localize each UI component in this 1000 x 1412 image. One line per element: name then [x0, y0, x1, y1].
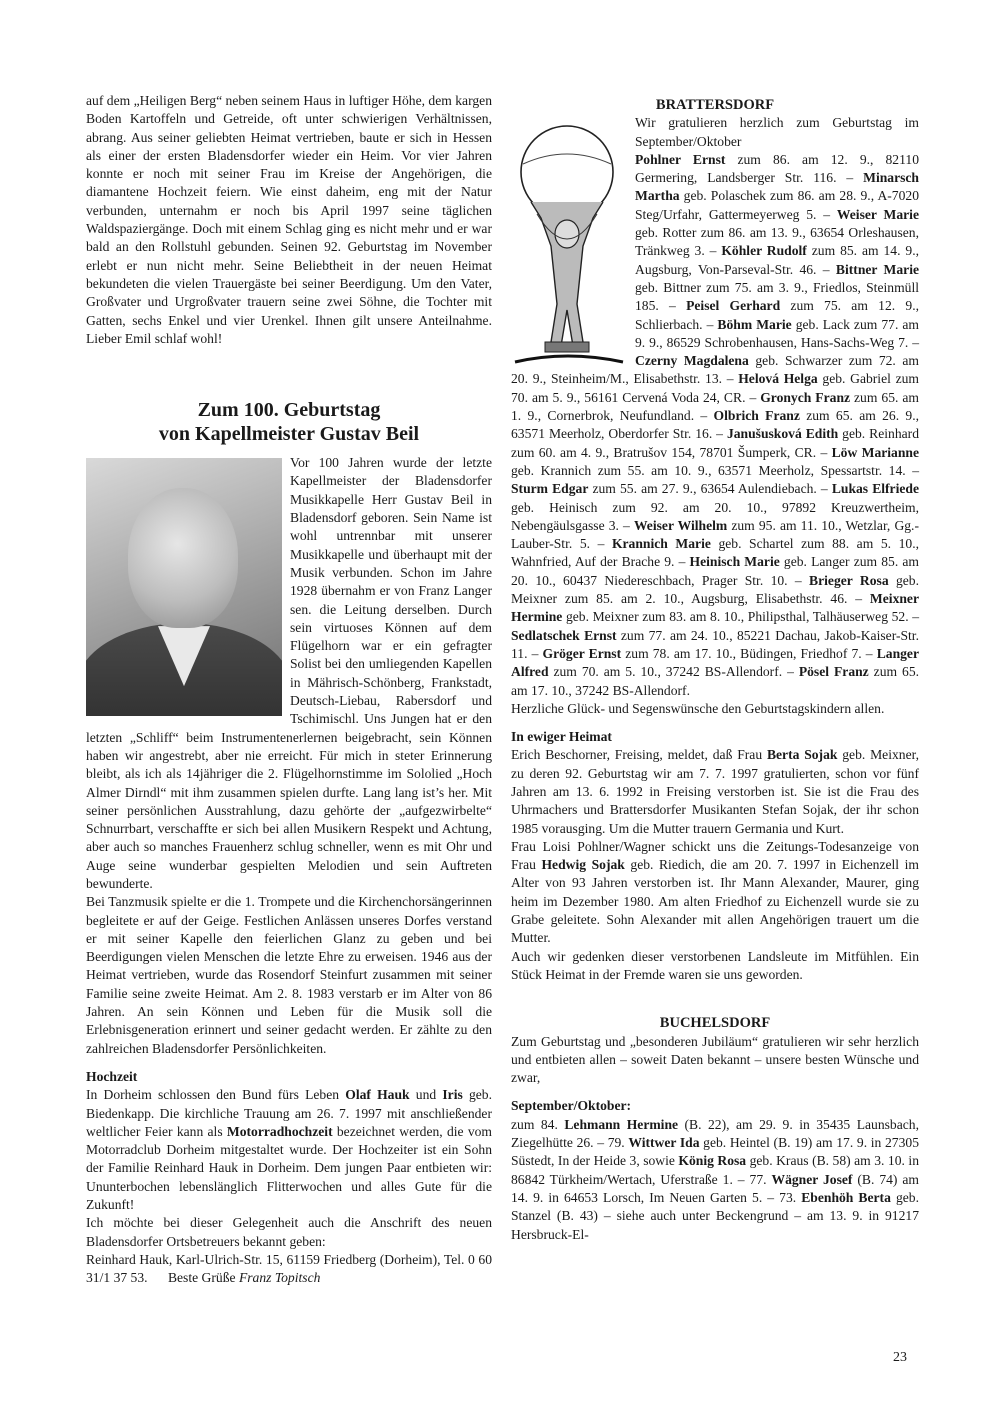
article-headline	[86, 398, 492, 446]
entry-name: Wittwer Ida	[628, 1135, 700, 1151]
entry-name: Köhler Rudolf	[721, 243, 807, 259]
entry-details: geb. Polaschek zum 86. am 28. 9., A-7020 Steg/Urfahr, Gattermeyerweg 5. –	[635, 188, 919, 222]
entry-details: zum 86. am 12. 9., 82110 Germering, Landsberger Str. 116. –	[635, 151, 919, 186]
entry-details: geb. Heintel (B. 19) am 17. 9. in 27305 Süstedt, In der Heide 3, sowie	[511, 1135, 919, 1169]
entry-details: zum 65. am 1. 9., Cornerbrok, Neufundland. –	[511, 389, 919, 424]
entry-name: Peisel Gerhard	[686, 298, 781, 314]
entry-details: geb. Langer zum 85. am 20. 10., 60437 Niedereschbach, Prager Str. 10. –	[511, 554, 920, 588]
greeting: Beste Grüße	[167, 1270, 239, 1286]
entry-name: Minarsch Martha	[635, 170, 919, 204]
signature: Franz Topitsch	[238, 1270, 321, 1286]
article-paragraph-1: Vor 100 Jahren wurde der letzte Kapellmeister der Bladensdorfer Musikkapelle Herr Gustav Beil in Bladensdorf geboren. Sein Name ist wohl untrennbar mit unserer Musikkapelle und überhaupt mit der Musik verbunden. Schon im Jahre 1928 übernahm er von Franz Langer sen. die Leitung derselben. Durch sein virtuoses Können auf dem Flügelhorn war er ein gefragter Solist bei den umliegenden Kapellen in Mährisch-Schönberg, Frankstadt, Deutsch-Liebau, Rabersdorf und Tschimischl. Uns Jungen hat er den letzten „Schliff“ beim Instrumentenerlernen beigebracht, sein Können haben wir angestrebt, aber nie erreicht. Für mich in steter Erinnerung bleibt, als ich als 14jähriger die 2. Flügelhornstimme im Sololied „Hoch Almer Dirndl“ mit ihm zusammen spielen durfte. Lang lang ist’s her. Mit seiner persönlichen Ausstrahlung, dazu gehörte der „aufgezwirbelte“ Schnurrbart, verschaffte er sich bei allen Musikern Respekt und Achtung, aber auch so manches Frauenherz schlug schneller, wenn es mit Ohr und Auge seine wunderbar gespielten Melodien und sein Auftreten bewunderte.	[86, 455, 492, 891]
ewig-paragraph-2: Frau Loisi Pohlner/Wagner schickt uns die Zeitungs-Todesanzeige von Frau Hedwig Sojak geb. Riedich, die am 20. 7. 1997 in Eichenzell im Alter von 93 Jahren verstorben ist. Ihr Mann Alexander, Maurer, ging heim im Dezember 1980. Am alten Friedhof zu Eichenzell wurde sie zu Grabe geleitete. Sohn Alexander mit allen Angehörigen trauert um die Mutter.	[511, 838, 919, 946]
name-hedwig-sojak: Hedwig Sojak	[541, 857, 625, 873]
entry-details: zum 65. am 17. 10., 37242 BS-Allendorf.	[511, 664, 920, 698]
entry-details: geb. Meixner zum 83. am 8. 10., Philipsthal, Talhäuserweg 52. –	[562, 609, 919, 625]
obituary-continuation: auf dem „Heiligen Berg“ neben seinem Haus in luftiger Höhe, dem kargen Boden Kartoffeln und Getreide, oft unter schwierigen Verhältnissen, abrang. Aus seiner geliebten Heimat vertrieben, baute er sich in Hessen als einer der ersten Bladensdorfer wieder ein Heim. Vor vier Jahren konnte er noch mit seiner Frau im Kreise der Angehörigen, die diamantene Hochzeit feiern. Wie einst daheim, eng mit der Natur verbunden, unternahm er noch bis April 1997 seine täglichen Waldspaziergänge. Doch mit einem Schlag ging es nicht mehr und er war bald an den Rollstuhl gebunden. Seinen 92. Geburtstag im November erlebt er nun nicht mehr. Seine Beliebtheit in der neuen Heimat bekundeten die vielen Trauergäste bei seiner Beerdigung. Um den Vater, Großvater und Urgroßvater trauern seine zwei Söhne, die Tochter mit Gatten, sechs Enkel und vier Urenkel. Ihnen gilt unsere Anteilnahme. Lieber Emil schlaf wohl!	[86, 93, 492, 346]
right-column	[511, 96, 919, 1244]
entry-details: zum 70. am 5. 10., 37242 BS-Allendorf. –	[548, 664, 799, 680]
entry-details: geb. Lack zum 77. am 9. 9., 86529 Schrobenhausen, Hans-Sachs-Weg 7. –	[635, 316, 919, 350]
entry-name: Weiser Wilhelm	[633, 517, 728, 533]
hochzeit-paragraph-3: Reinhard Hauk, Karl-Ulrich-Str. 15, 61159 Friedberg (Dorheim), Tel. 0 60 31/1 37 53. Beste Grüße Franz Topitsch	[86, 1251, 492, 1286]
entry-name: Sedlatschek Ernst	[511, 627, 617, 643]
headline-line-2: von Kapellmeister Gustav Beil	[158, 423, 420, 446]
entry-name: Heinisch Marie	[689, 554, 780, 570]
entry-name: Sturm Edgar	[511, 481, 589, 497]
entry-details: geb. Krannich zum 55. am 10. 9., 63571 Meerholz, Spessartstr. 14. –	[511, 462, 919, 478]
entry-details: geb. Gabriel zum 70. am 5. 9., 56161 Cervená Voda 24, CR. –	[511, 371, 919, 405]
buchelsdorf-title: BUCHELSDORF	[659, 1015, 771, 1032]
page-number: 23	[893, 1350, 907, 1365]
entry-details: geb. Schwarzer zum 72. am 20. 9., Steinheim/M., Elisabethstr. 13. –	[511, 353, 920, 387]
entry-name: Meixner Hermine	[511, 591, 919, 625]
entry-name: Czerny Magdalena	[635, 353, 749, 369]
atlas-statue-illustration	[511, 114, 629, 366]
entry-name: König Rosa	[678, 1153, 747, 1169]
ewig-paragraph-3: Auch wir gedenken dieser verstorbenen Landsleute im Mitfühlen. Ein Stück Heimat in der Fremde waren sie uns geworden.	[511, 948, 919, 982]
entry-details: (B. 22), am 29. 9. in 35435 Launsbach, Ziegelhütte 26. – 79.	[511, 1116, 919, 1151]
entry-details: zum 65. am 26. 9., 63571 Meerholz, Oberdorfer Str. 16. –	[511, 408, 919, 442]
entry-name: Bittner Marie	[835, 261, 920, 277]
entry-name: Janušusková Edith	[726, 426, 839, 442]
entry-details: geb. Meixner zum 85. am 2. 10., Augsburg, Elisabethstr. 46. –	[511, 572, 919, 607]
article-paragraph-2: Bei Tanzmusik spielte er die 1. Trompete und die Kirchenchorsängerinnen begleitete er auf der Geige. Festlichen Anlässen unseres Dorfes verstand er mit seiner Kapelle den feierlichen Glanz zu geben und bei Beerdigungen vielen Menschen die letzte Ehre zu erweisen. 1946 aus der Heimat vertrieben, wurde das Rosendorf Steinfurt zusammen mit seiner Familie seine zweite Heimat. Am 2. 8. 1983 verstarb er im Alter von 86 Jahren. An sein Können und Leben für die Musik soll die Erlebnisgeneration erinnert und seiner gedacht werden. Er zählte zu den zahlreichen Bladensdorfer Persönlichkeiten.	[86, 894, 492, 1056]
entry-name: Löw Marianne	[831, 444, 920, 460]
entry-details: zum 77. am 24. 10., 85221 Dachau, Jakob-Kaiser-Str. 11. –	[511, 627, 919, 661]
entry-details: zum 78. am 17. 10., Büdingen, Friedhof 7. –	[621, 645, 877, 661]
ewig-title: In ewiger Heimat	[511, 729, 612, 745]
entry-name: Wägner Josef	[771, 1171, 853, 1187]
entry-name: Helová Helga	[738, 371, 818, 387]
brattersdorf-intro: Wir gratulieren herzlich zum Geburtstag im September/Oktober	[635, 115, 919, 149]
entry-details: geb. Stanzel (B. 43) – siehe auch unter Beckengrund – am 13. 9. in 91217 Hersbruck-El-	[511, 1189, 919, 1242]
name-iris: Iris	[442, 1087, 463, 1103]
brattersdorf-title: BRATTERSDORF	[655, 97, 775, 113]
name-olaf-hauk: Olaf Hauk	[345, 1087, 410, 1103]
entry-details: zum 85. am 14. 9., Augsburg, Von-Parseval-Str. 46. –	[635, 243, 919, 277]
entry-name: Langer Alfred	[511, 645, 919, 680]
brattersdorf-outro: Herzliche Glück- und Segenswünsche den Geburtstagskindern allen.	[511, 700, 885, 716]
entry-name: Ebenhöh Berta	[801, 1189, 891, 1205]
entry-name: Brieger Rosa	[809, 572, 889, 588]
entry-details: zum 95. am 11. 10., Wetzlar, Gg.-Lauber-Str. 5. –	[511, 517, 919, 552]
entry-details: geb. Bittner zum 75. am 3. 9., Friedlos, Steinmüll 185. –	[635, 279, 919, 314]
entry-details: zum 75. am 12. 9., Schlierbach. –	[635, 298, 919, 332]
september-oktober-title: September/Oktober:	[511, 1098, 632, 1114]
entry-details: geb. Reinhard zum 60. am 4. 9., Bratrušov 154, 78701 Šumperk, CR. –	[511, 426, 919, 460]
entry-details: geb. Schartel zum 88. am 5. 10., Wahnfried, Auf der Brache 9. –	[511, 536, 919, 570]
entry-name: Krannich Marie	[611, 536, 711, 552]
buchelsdorf-entries: zum 84. Lehmann Hermine (B. 22), am 29. 9. in 35435 Launsbach, Ziegelhütte 26. – 79. Wittwer Ida geb. Heintel (B. 19) am 17. 9. in 27305 Süstedt, In der Heide 3, sowie König Rosa geb. Kraus (B. 58) am 3. 10. in 86842 Türkheim/Wertach, Uferstraße 1. – 77. Wägner Josef (B. 74) am 14. 9. in 64653 Lorsch, Im Neuen Garten 5. – 73. Ebenhöh Berta geb. Stanzel (B. 43) – siehe auch unter Beckengrund – am 13. 9. in 91217 Hersbruck-El-	[511, 1116, 920, 1242]
hochzeit-paragraph-1: In Dorheim schlossen den Bund fürs Leben Olaf Hauk und Iris geb. Biedenkapp. Die kirchliche Trauung am 26. 7. 1997 mit anschließender weltlicher Feier kann als Motorradhochzeit bezeichnet werden, die vom Motorradclub Dorheim mitgestaltet wurde. Der Hochzeiter ist ein Sohn der Familie Reinhard Hauk in Dorheim. Dem jungen Paar entbieten wir: Ununterbochen lebenslänglich Flitterwochen und alles Gute für die Zukunft!	[86, 1087, 492, 1213]
hochzeit-paragraph-2: Ich möchte bei dieser Gelegenheit auch die Anschrift des neuen Bladensdorfer Ortsbetreuers bekannt geben:	[86, 1215, 492, 1249]
entry-details: geb. Rotter zum 86. am 13. 9., 63654 Orleshausen, Tränkweg 3. –	[635, 225, 919, 259]
entry-name: Weiser Marie	[836, 206, 919, 222]
entry-name: Pohlner Ernst	[635, 151, 726, 167]
ewig-paragraph-1: Erich Beschorner, Freising, meldet, daß Frau Berta Sojak geb. Meixner, zu deren 92. Geburtstag wir am 7. 7. 1997 gratulierten, schon vor fünf Jahren am 13. 6. 1992 in Freising verstorben ist. Sie ist die Frau des Uhrmachers und Brattersdorfer Musikanten Stefan Sojak, der ihr schon 1985 vorausging. Um die Mutter trauern Germania und Kurt.	[511, 747, 919, 836]
entry-name: Böhm Marie	[717, 316, 792, 332]
entry-details: geb. Kraus (B. 58) am 3. 10. in 86842 Türkheim/Wertach, Uferstraße 1. – 77.	[511, 1153, 919, 1187]
motorradhochzeit: Motorradhochzeit	[226, 1123, 333, 1139]
entry-name: Gröger Ernst	[542, 645, 622, 661]
portrait-photo	[86, 458, 282, 716]
entry-name: Lukas Elfriede	[831, 481, 919, 497]
left-column	[86, 92, 492, 1288]
entry-details: geb. Heinisch zum 92. am 20. 10., 97892 Kreuzwertheim, Nebengäulsgasse 3. –	[511, 499, 919, 533]
entry-name: Gronych Franz	[760, 389, 851, 405]
hochzeit-title: Hochzeit	[86, 1068, 138, 1084]
entry-name: Pösel Franz	[798, 664, 869, 680]
headline-line-1: Zum 100. Geburtstag	[197, 399, 381, 422]
name-berta-sojak: Berta Sojak	[766, 747, 838, 763]
entry-details: (B. 74) am 14. 9. in 64653 Lorsch, Im Neuen Garten 5. – 73.	[511, 1171, 920, 1205]
entry-details: zum 55. am 27. 9., 63654 Aulendiebach. –	[588, 481, 832, 497]
entry-name: Lehmann Hermine	[564, 1116, 679, 1132]
entry-name: Olbrich Franz	[713, 408, 800, 424]
buchelsdorf-intro: Zum Geburtstag und „besonderen Jubiläum“ gratulieren wir sehr herzlich und entbieten allen – soweit Daten bekannt – unsere besten Wünsche und zwar,	[511, 1033, 919, 1086]
